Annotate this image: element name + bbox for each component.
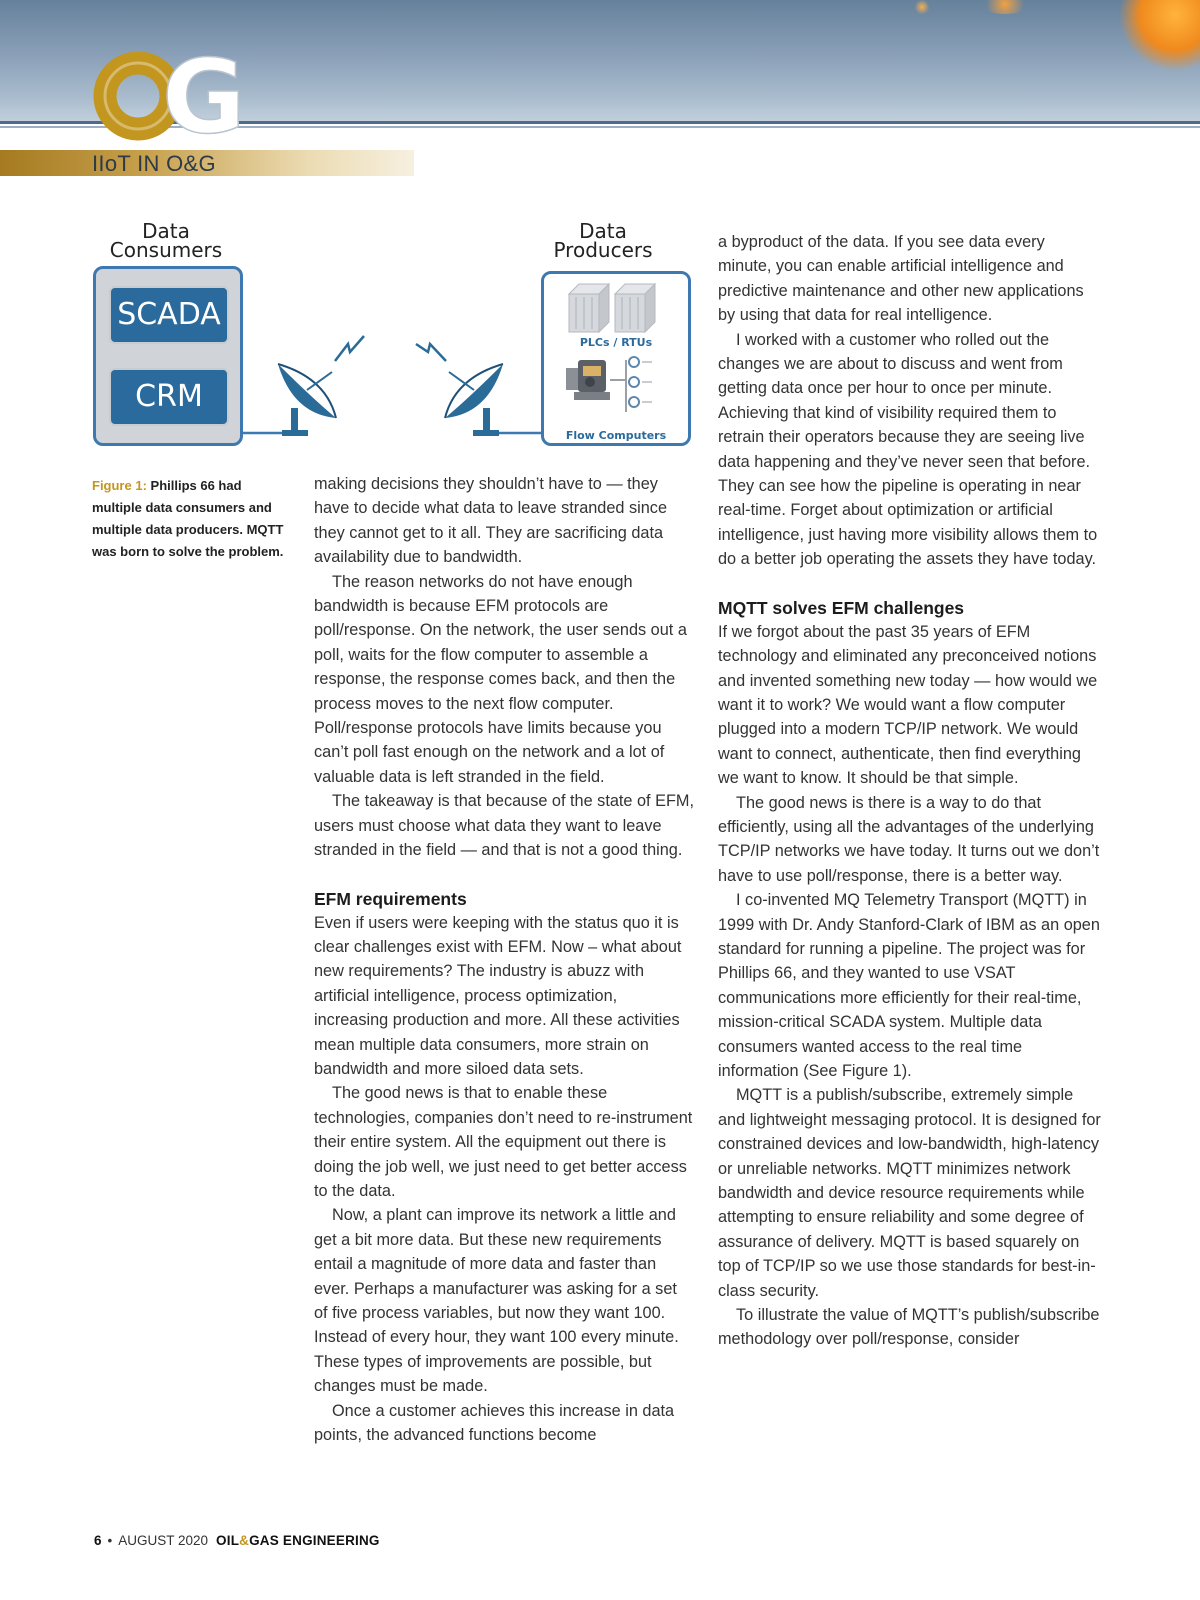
issue-date: AUGUST 2020 xyxy=(118,1533,209,1548)
flow-computer-icon xyxy=(566,357,652,412)
scada-box: SCADA xyxy=(109,286,229,344)
brand-part: OIL xyxy=(216,1533,240,1548)
paragraph: The reason networks do not have enough bandwidth is because EFM protocols are poll/response. On the network, the user sends out a poll, waits for the flow computer to assemble a response, the response comes back, and then the process moves to the next flow computer. Poll/response protocols have limits because you can’t poll fast enough on the network and a lot of valuable data is left stranded in the field. xyxy=(314,572,687,786)
figure-caption xyxy=(92,475,287,563)
paragraph: making decisions they shouldn’t have to — they have to decide what data to leave stranded since they cannot get to it all. They are sacrificing data availability due to bandwidth. xyxy=(314,475,667,567)
article-column-middle xyxy=(314,472,694,1447)
paragraph: To illustrate the value of MQTT’s publish/subscribe methodology over poll/response, consider xyxy=(718,1306,1100,1349)
flame-decoration xyxy=(914,0,930,14)
caption-text: Phillips 66 had multiple data consumers and multiple data producers. MQTT was born to solve the problem. xyxy=(92,478,284,559)
section-label: IIoT IN O&G xyxy=(92,151,216,176)
page-number: 6 xyxy=(94,1533,102,1548)
plc-label: PLCs / RTUs xyxy=(579,336,653,349)
paragraph: a byproduct of the data. If you see data every minute, you can enable artificial intelligence and predictive maintenance and other new applications by using that data for real intelligence. xyxy=(718,233,1084,325)
paragraph: Even if users were keeping with the status quo it is clear challenges exist with EFM. Now – what about new requirements? The industry is abuzz with artificial intelligence, process optimization, increasing production and more. All these activities mean multiple data consumers, more strain on bandwidth and more siloed data sets. xyxy=(314,913,682,1078)
footer-separator: • xyxy=(107,1533,113,1548)
flow-computers-label: Flow Computers xyxy=(565,429,667,442)
brand-ampersand: & xyxy=(239,1533,250,1548)
article-column-right xyxy=(718,230,1102,1352)
satellite-dish-icon xyxy=(278,364,336,436)
lightning-signal-icon xyxy=(335,336,364,361)
paragraph: If we forgot about the past 35 years of EFM technology and eliminated any preconceived notions and invented something new today — how would we want it to work? We would want a flow computer plugged into a modern TCP/IP network. We would want to connect, authenticate, then find everything we want to know. It should be that simple. xyxy=(718,622,1098,788)
flame-decoration xyxy=(1120,0,1200,70)
paragraph: The takeaway is that because of the state of EFM, users must choose what data they want to leave stranded in the field — and that is not a good thing. xyxy=(314,792,694,860)
paragraph: I co-invented MQ Telemetry Transport (MQTT) in 1999 with Dr. Andy Stanford-Clark of IBM as an open standard for running a pipeline. The project was for Phillips 66, and they wanted to use VSAT communications more efficiently for their real-time, mission-critical SCADA system. Multiple data consumers wanted access to the real time information (See Figure 1). xyxy=(718,891,1100,1080)
page-footer xyxy=(94,1533,380,1548)
crm-box: CRM xyxy=(109,368,229,426)
figure-drawing xyxy=(88,218,698,464)
server-rack-icon xyxy=(615,284,655,332)
paragraph: MQTT is a publish/subscribe, extremely simple and lightweight messaging protocol. It is designed for constrained devices and low-bandwidth, high-latency or unreliable networks. MQTT minimizes network bandwidth and device resource requirements while attempting to ensure reliability and some degree of assurance of delivery. MQTT is based squarely on top of TCP/IP so we use those standards for best-in-class security. xyxy=(718,1086,1101,1300)
brand-part: GAS ENGINEERING xyxy=(249,1533,380,1548)
paragraph: The good news is there is a way to do that efficiently, using all the advantages of the underlying TCP/IP networks we have today. It turns out we don’t have to use poll/response, there is a better way. xyxy=(718,793,1100,885)
paragraph: Once a customer achieves this increase in data points, the advanced functions become xyxy=(314,1401,675,1445)
figure-1 xyxy=(88,218,698,464)
server-rack-icon xyxy=(569,284,609,332)
magazine-name xyxy=(216,1533,380,1548)
lightning-signal-icon xyxy=(416,344,446,361)
flame-decoration xyxy=(980,0,1030,14)
producers-title: Data Producers xyxy=(553,219,653,262)
paragraph: I worked with a customer who rolled out the changes we are about to discuss and went from getting data once per hour to once per minute. Achieving that kind of visibility required them to retrain their operators because they are seeing live data happening and they’ve never seen that before. They can see how the pipeline is operating in near real-time. Forget about optimization or artificial intelligence, just having more visibility allows them to do a better job operating the assets they have today. xyxy=(718,330,1098,569)
satellite-dish-icon xyxy=(445,364,503,436)
paragraph: The good news is that to enable these technologies, companies don’t need to re-instrument their entire system. All the equipment out there is doing the job well, we just need to get better access to the data. xyxy=(314,1084,693,1200)
subheading-efm-requirements: EFM requirements xyxy=(314,888,467,909)
caption-lead: Figure 1: xyxy=(92,478,147,493)
svg-text:G: G xyxy=(162,46,246,146)
consumers-title: Data Consumers xyxy=(109,219,223,262)
subheading-mqtt-solves: MQTT solves EFM challenges xyxy=(718,597,965,618)
og-logo xyxy=(90,46,260,146)
paragraph: Now, a plant can improve its network a little and get a bit more data. But these new requirements entail a magnitude of more data and faster than ever. Perhaps a manufacturer was asking for a set of five process variables, but now they want 100. Instead of every hour, they want 100 every minute. These types of improvements are possible, but changes must be made. xyxy=(314,1206,679,1396)
